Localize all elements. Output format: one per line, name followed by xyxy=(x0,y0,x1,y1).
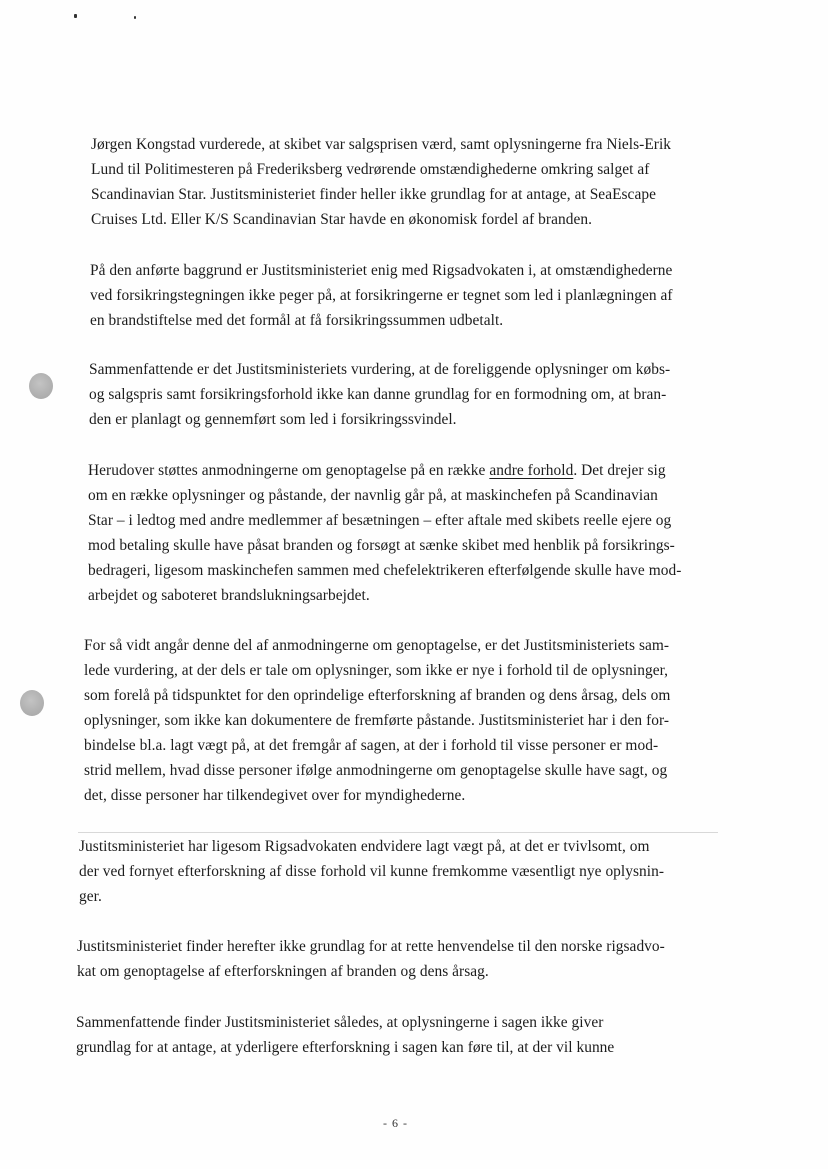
paragraph-8 xyxy=(76,1010,614,1060)
text-line: bedrageri, ligesom maskinchefen sammen med chefelektrikeren efterfølgende skulle have mod- xyxy=(88,562,682,579)
text-line xyxy=(88,458,681,483)
text-line: Sammenfattende finder Justitsministeriet således, at oplysningerne i sagen ikke giver xyxy=(76,1014,604,1031)
page-number: - 6 - xyxy=(383,1116,408,1130)
text-line: der ved fornyet efterforskning af disse forhold vil kunne fremkomme væsentligt nye oplysnin- xyxy=(79,863,665,880)
text-line: kat om genoptagelse af efterforskningen af branden og dens årsag. xyxy=(77,963,489,980)
text-line: På den anførte baggrund er Justitsministeriet enig med Rigsadvokaten i, at omstændighederne xyxy=(90,262,673,279)
scan-speck xyxy=(134,16,136,19)
text-segment: Herudover støttes anmodningerne om genoptagelse på en række xyxy=(88,462,490,479)
text-line: strid mellem, hvad disse personer ifølge anmodningerne om genoptagelse skulle have sagt, og xyxy=(84,762,668,779)
paragraph-6 xyxy=(79,834,664,909)
text-line: arbejdet og saboteret brandslukningsarbejdet. xyxy=(88,587,370,604)
text-line: ger. xyxy=(79,888,102,905)
underlined-text: andre forhold xyxy=(489,462,574,479)
text-line: grundlag for at antage, at yderligere efterforskning i sagen kan føre til, at der vil kunne xyxy=(76,1039,615,1056)
scan-line xyxy=(78,832,718,833)
punch-hole-top xyxy=(29,373,53,399)
paragraph-4 xyxy=(88,458,681,608)
text-line: mod betaling skulle have påsat branden og forsøgt at sænke skibet med henblik på forsikrings- xyxy=(88,537,675,554)
scan-speck xyxy=(74,14,77,18)
text-line: Lund til Politimesteren på Frederiksberg vedrørende omstændighederne omkring salget af xyxy=(91,161,650,178)
text-line: som forelå på tidspunktet for den oprindelige efterforskning af branden og dens årsag, dels om xyxy=(84,687,671,704)
paragraph-7 xyxy=(77,934,665,984)
text-line: bindelse bl.a. lagt vægt på, at det fremgår af sagen, at der i forhold til visse personer er mod- xyxy=(84,737,659,754)
text-line: om en række oplysninger og påstande, der navnlig går på, at maskinchefen på Scandinavian xyxy=(88,487,658,504)
text-line: en brandstiftelse med det formål at få forsikringssummen udbetalt. xyxy=(90,312,504,329)
text-line: Star – i ledtog med andre medlemmer af besætningen – efter aftale med skibets reelle ejere og xyxy=(88,512,672,529)
paragraph-3 xyxy=(89,357,670,432)
text-line: Jørgen Kongstad vurderede, at skibet var salgsprisen værd, samt oplysningerne fra Niels-Erik xyxy=(91,136,672,153)
text-line: og salgspris samt forsikringsforhold ikke kan danne grundlag for en formodning om, at bran- xyxy=(89,386,667,403)
text-line: den er planlagt og gennemført som led i forsikringssvindel. xyxy=(89,411,457,428)
text-line: lede vurdering, at der dels er tale om oplysninger, som ikke er nye i forhold til de oplysninger, xyxy=(84,662,669,679)
paragraph-5 xyxy=(84,633,670,808)
text-line: ved forsikringstegningen ikke peger på, at forsikringerne er tegnet som led i planlægningen af xyxy=(90,287,673,304)
paragraph-1 xyxy=(91,132,671,232)
text-line: Sammenfattende er det Justitsministeriets vurdering, at de foreliggende oplysninger om købs- xyxy=(89,361,671,378)
punch-hole-bottom xyxy=(20,690,44,716)
text-line: det, disse personer har tilkendegivet over for myndighederne. xyxy=(84,787,466,804)
text-line: Justitsministeriet har ligesom Rigsadvokaten endvidere lagt vægt på, at det er tvivlsomt, om xyxy=(79,838,650,855)
text-line: For så vidt angår denne del af anmodningerne om genoptagelse, er det Justitsministeriets sam- xyxy=(84,637,670,654)
text-line: oplysninger, som ikke kan dokumentere de fremførte påstande. Justitsministeriet har i den for- xyxy=(84,712,670,729)
text-line: Cruises Ltd. Eller K/S Scandinavian Star havde en økonomisk fordel af branden. xyxy=(91,211,592,228)
paragraph-2 xyxy=(90,258,673,333)
text-line: Justitsministeriet finder herefter ikke grundlag for at rette henvendelse til den norske rigsadvo- xyxy=(77,938,665,955)
text-segment: . Det drejer sig xyxy=(573,462,666,479)
text-line: Scandinavian Star. Justitsministeriet finder heller ikke grundlag for at antage, at SeaEscape xyxy=(91,186,656,203)
